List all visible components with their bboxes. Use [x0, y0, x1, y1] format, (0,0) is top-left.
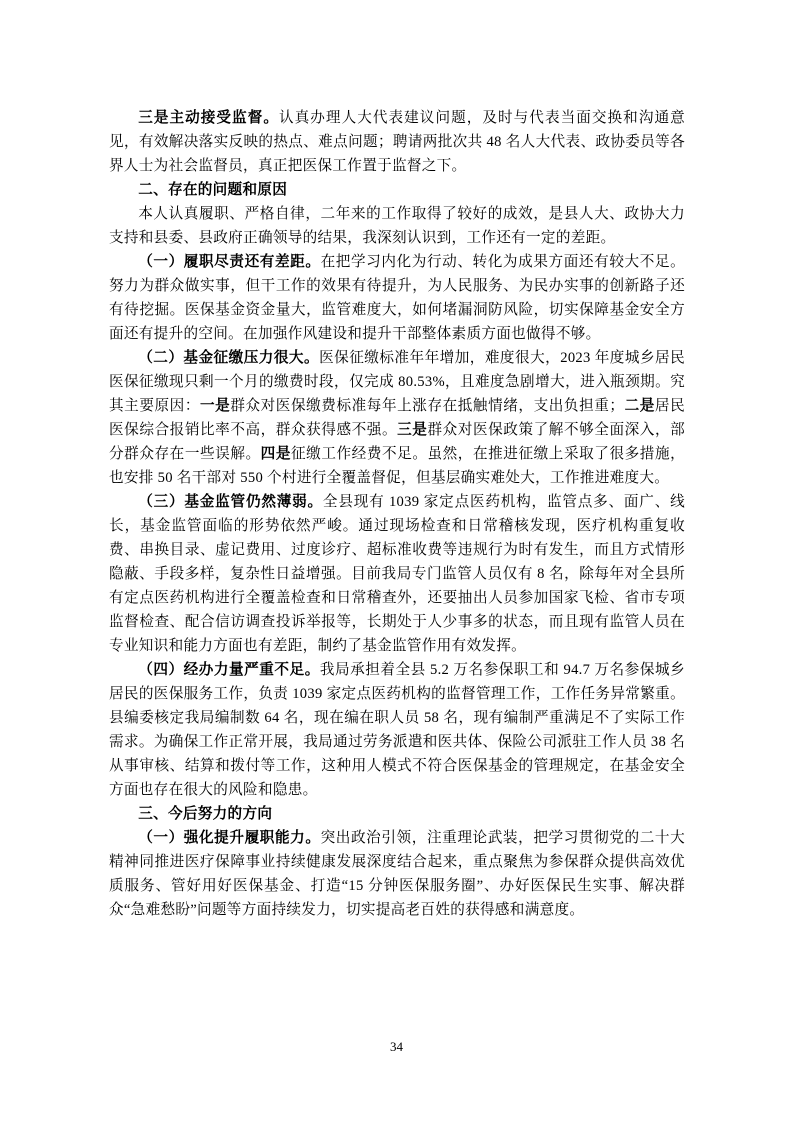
text-run: 本人认真履职、严格自律，二年来的工作取得了较好的成效，是县人大、政协大力支持和县委、县政府正确领导的结果，我深刻认识到，工作还有一定的差距。 [109, 206, 685, 246]
bold-text-run: 一是 [199, 398, 231, 414]
paragraph [109, 202, 685, 250]
bold-text-run: 二是 [624, 398, 655, 414]
bold-text-run: 三是主动接受监督。 [138, 110, 279, 126]
bold-text-run: （二）基金征缴压力很大。 [138, 350, 320, 366]
bold-text-run: 三、今后努力的方向 [138, 806, 273, 822]
text-run: 我局承担着全县 5.2 万名参保职工和 94.7 万名参保城乡居民的医保服务工作，负责 1039 家定点医药机构的监督管理工作，工作任务异常繁重。县编委核定我局编制数 64 名，现在编在职人员 58 名，现有编制严重满足不了实际工作需求。为确保工作正常开展，我局通过劳务派遣和医共体、保险公司派驻工作人员 38 名从事审核、结算和拨付等工作，这种用人模式不符合医保基金的管理规定，在基金安全方面也存在很大的风险和隐患。 [109, 662, 685, 798]
text-run: 全县现有 1039 家定点医药机构，监管点多、面广、线长，基金监管面临的形势依然严峻。通过现场检查和日常稽核发现，医疗机构重复收费、串换目录、虚记费用、过度诊疗、超标准收费等违规行为时有发生，而且方式情形隐蔽、手段多样，复杂性日益增强。目前我局专门监管人员仅有 8 名，除每年对全县所有定点医药机构进行全覆盖检查和日常稽查外，还要抽出人员参加国家飞检、省市专项监督检查、配合信访调查投诉举报等，长期处于人少事多的状态，而且现有监管人员在专业知识和能力方面也有差距，制约了基金监管作用有效发挥。 [109, 494, 685, 654]
text-run: 在把学习内化为行动、转化为成果方面还有较大不足。努力为群众做实事，但干工作的效果有待提升，为人民服务、为民办实事的创新路子还有待挖掘。医保基金资金量大，监管难度大，如何堵漏洞防风险，切实保障基金安全方面还有提升的空间。在加强作风建设和提升干部整体素质方面也做得不够。 [109, 254, 685, 342]
text-run: 突出政治引领，注重理论武装，把学习贯彻党的二十大精神同推进医疗保障事业持续健康发展深度结合起来，重点聚焦为参保群众提供高效优质服务、管好用好医保基金、打造“15 分钟医保服务圈”、办好医保民生实事、解决群众“急难愁盼”问题等方面持续发力，切实提高老百姓的获得感和满意度。 [109, 830, 685, 918]
paragraph [109, 490, 685, 658]
bold-text-run: （一）强化提升履职能力。 [138, 830, 321, 846]
bold-text-run: 四是 [260, 446, 291, 462]
bold-text-run: （三）基金监管仍然薄弱。 [138, 494, 323, 510]
section-heading [109, 802, 685, 826]
bold-text-run: 二、存在的问题和原因 [138, 182, 288, 198]
paragraph [109, 250, 685, 346]
paragraph [109, 658, 685, 802]
paragraph [109, 106, 685, 178]
bold-text-run: 三是 [397, 422, 428, 438]
text-run: 群众对医保缴费标准每年上涨存在抵触情绪，支出负担重； [230, 398, 625, 414]
document-body [109, 106, 685, 922]
text-run: 群众对医保政策了解不够全面深入，部分群众存在一些误解。 [109, 422, 686, 462]
paragraph [109, 346, 685, 490]
paragraph [109, 826, 685, 922]
page-number: 34 [390, 1039, 403, 1054]
text-run: 居民医保综合报销比率不高，群众获得感不强。 [109, 398, 685, 438]
bold-text-run: （四）经办力量严重不足。 [138, 662, 320, 678]
section-heading [109, 178, 685, 202]
text-run: 认真办理人大代表建议问题，及时与代表当面交换和沟通意见，有效解决落实反映的热点、难点问题；聘请两批次共 48 名人大代表、政协委员等各界人士为社会监督员，真正把医保工作置于监督之下。 [109, 110, 686, 174]
text-run: 征缴工作经费不足。虽然，在推进征缴上采取了很多措施，也安排 50 名干部对 550 个村进行全覆盖督促，但基层确实难处大，工作推进难度大。 [109, 446, 685, 486]
bold-text-run: （一）履职尽责还有差距。 [138, 254, 321, 270]
text-run: 医保征缴标准年年增加，难度很大，2023 年度城乡居民医保征缴现只剩一个月的缴费时段，仅完成 80.53%，且难度急剧增大，进入瓶颈期。究其主要原因： [109, 350, 685, 414]
